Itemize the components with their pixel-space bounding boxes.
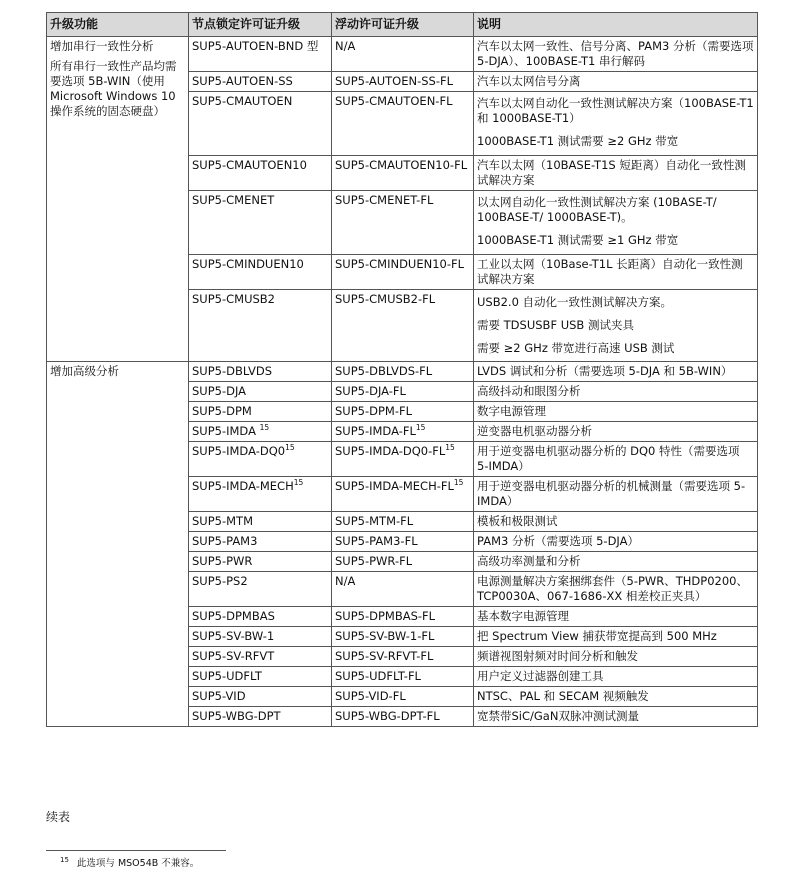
floating-cell: SUP5-UDFLT-FL — [332, 667, 474, 687]
description-cell: 逆变器电机驱动器分析 — [474, 422, 758, 442]
floating-cell: SUP5-AUTOEN-SS-FL — [332, 72, 474, 92]
description-text: 汽车以太网自动化一致性测试解决方案（100BASE-T1 和 1000BASE-T1） — [477, 96, 754, 125]
description-text: 需要 TDSUSBF USB 测试夹具 — [477, 318, 634, 332]
header-description: 说明 — [474, 13, 758, 37]
description-cell: NTSC、PAL 和 SECAM 视频触发 — [474, 687, 758, 707]
node-locked-cell: SUP5-CMAUTOEN — [189, 92, 332, 156]
description-cell: 把 Spectrum View 捕获带宽提高到 500 MHz — [474, 627, 758, 647]
node-locked-cell — [189, 422, 332, 442]
description-text: 工业以太网（10Base-T1L 长距离）自动化一致性测试解决方案 — [477, 257, 743, 286]
node-locked-cell: SUP5-PAM3 — [189, 532, 332, 552]
description-cell: 高级抖动和眼图分析 — [474, 382, 758, 402]
node-text: SUP5-IMDA — [192, 424, 256, 438]
description-text: 汽车以太网（10BASE-T1S 短距离）自动化一致性测试解决方案 — [477, 158, 746, 187]
footnote-ref: 15 — [293, 478, 304, 488]
floating-cell — [332, 422, 474, 442]
floating-cell: SUP5-MTM-FL — [332, 512, 474, 532]
node-locked-cell: SUP5-PWR — [189, 552, 332, 572]
floating-cell: SUP5-CMINDUEN10-FL — [332, 255, 474, 290]
node-locked-cell — [189, 477, 332, 512]
description-cell — [474, 37, 758, 72]
node-locked-cell: SUP5-CMUSB2 — [189, 290, 332, 362]
description-text: USB2.0 自动化一致性测试解决方案。 — [477, 295, 673, 309]
table-header-row — [47, 13, 758, 37]
node-locked-cell: SUP5-DBLVDS — [189, 362, 332, 382]
footnote-ref: 15 — [259, 423, 270, 433]
float-text: SUP5-IMDA-FL — [335, 424, 416, 438]
floating-cell — [332, 442, 474, 477]
floating-cell: SUP5-SV-BW-1-FL — [332, 627, 474, 647]
floating-cell: SUP5-PAM3-FL — [332, 532, 474, 552]
description-text: 需要 ≥2 GHz 带宽进行高速 USB 测试 — [477, 341, 675, 355]
description-cell: 基本数字电源管理 — [474, 607, 758, 627]
floating-cell: SUP5-CMUSB2-FL — [332, 290, 474, 362]
floating-cell: SUP5-CMENET-FL — [332, 191, 474, 255]
footnote-ref: 15 — [453, 478, 464, 488]
float-text: SUP5-IMDA-DQ0-FL — [335, 444, 446, 458]
options-table — [46, 12, 758, 727]
floating-cell: SUP5-WBG-DPT-FL — [332, 707, 474, 727]
description-cell: 数字电源管理 — [474, 402, 758, 422]
node-locked-cell: SUP5-AUTOEN-BND 型 — [189, 37, 332, 72]
continued-label: 续表 — [46, 810, 71, 824]
node-locked-cell: SUP5-CMAUTOEN10 — [189, 156, 332, 191]
description-cell: 高级功率测量和分析 — [474, 552, 758, 572]
feature-cell-advanced: 增加高级分析 — [47, 362, 189, 727]
floating-cell: SUP5-DBLVDS-FL — [332, 362, 474, 382]
node-locked-cell — [189, 442, 332, 477]
floating-cell: N/A — [332, 572, 474, 607]
description-text: 以太网自动化一致性测试解决方案 (10BASE-T/ 100BASE-T/ 1000BASE-T)。 — [477, 195, 717, 224]
floating-cell: SUP5-SV-RFVT-FL — [332, 647, 474, 667]
footnote — [60, 855, 199, 869]
footnote-ref: 15 — [415, 423, 426, 433]
description-cell: LVDS 调试和分析（需要选项 5-DJA 和 5B-WIN） — [474, 362, 758, 382]
floating-cell: SUP5-DPM-FL — [332, 402, 474, 422]
node-locked-cell: SUP5-DPM — [189, 402, 332, 422]
description-cell: 用于逆变器电机驱动器分析的机械测量（需要选项 5-IMDA） — [474, 477, 758, 512]
node-text: SUP5-IMDA-MECH — [192, 479, 294, 493]
description-cell: 用于逆变器电机驱动器分析的 DQ0 特性（需要选项 5-IMDA） — [474, 442, 758, 477]
header-node-locked: 节点锁定许可证升级 — [189, 13, 332, 37]
floating-cell: SUP5-CMAUTOEN-FL — [332, 92, 474, 156]
node-locked-cell: SUP5-DJA — [189, 382, 332, 402]
node-locked-cell: SUP5-VID — [189, 687, 332, 707]
table-row — [47, 362, 758, 382]
description-cell — [474, 156, 758, 191]
feature-cell-serial — [47, 37, 189, 362]
node-text: SUP5-IMDA-DQ0 — [192, 444, 286, 458]
description-cell: 频谱视图射频对时间分析和触发 — [474, 647, 758, 667]
header-floating: 浮动许可证升级 — [332, 13, 474, 37]
node-locked-cell: SUP5-UDFLT — [189, 667, 332, 687]
node-locked-cell: SUP5-MTM — [189, 512, 332, 532]
node-locked-cell: SUP5-DPMBAS — [189, 607, 332, 627]
description-cell — [474, 72, 758, 92]
float-text: SUP5-IMDA-MECH-FL — [335, 479, 454, 493]
floating-cell: SUP5-DJA-FL — [332, 382, 474, 402]
header-feature: 升级功能 — [47, 13, 189, 37]
footnote-text: 此选项与 MSO54B 不兼容。 — [76, 858, 200, 869]
feature-title: 增加串行一致性分析 — [50, 39, 154, 53]
feature-note: 所有串行一致性产品均需要选项 5B-WIN（使用 Microsoft Windows 10 操作系统的固态硬盘） — [50, 59, 177, 118]
table-row — [47, 37, 758, 72]
description-cell: 电源测量解决方案捆绑套件（5-PWR、THDP0200、TCP0030A、067-1686-XX 相差校正夹具） — [474, 572, 758, 607]
description-cell — [474, 255, 758, 290]
floating-cell: N/A — [332, 37, 474, 72]
description-text: 1000BASE-T1 测试需要 ≥1 GHz 带宽 — [477, 233, 679, 247]
floating-cell: SUP5-CMAUTOEN10-FL — [332, 156, 474, 191]
node-locked-cell: SUP5-CMENET — [189, 191, 332, 255]
description-cell: 用户定义过滤器创建工具 — [474, 667, 758, 687]
description-cell: 宽禁带SiC/GaN双脉冲测试测量 — [474, 707, 758, 727]
footnote-ref: 15 — [445, 443, 455, 453]
description-text: 汽车以太网一致性、信号分离、PAM3 分析（需要选项 5-DJA）、100BASE-T1 串行解码 — [477, 39, 754, 68]
description-cell — [474, 92, 758, 156]
description-text: 汽车以太网信号分离 — [477, 74, 581, 88]
footnote-divider — [46, 850, 226, 851]
description-cell — [474, 290, 758, 362]
description-text: 1000BASE-T1 测试需要 ≥2 GHz 带宽 — [477, 134, 679, 148]
node-locked-cell: SUP5-PS2 — [189, 572, 332, 607]
floating-cell: SUP5-DPMBAS-FL — [332, 607, 474, 627]
floating-cell: SUP5-VID-FL — [332, 687, 474, 707]
footnote-number: 15 — [60, 855, 69, 864]
node-locked-cell: SUP5-SV-BW-1 — [189, 627, 332, 647]
node-locked-cell: SUP5-AUTOEN-SS — [189, 72, 332, 92]
node-locked-cell: SUP5-CMINDUEN10 — [189, 255, 332, 290]
description-cell — [474, 191, 758, 255]
floating-cell — [332, 477, 474, 512]
footnote-ref: 15 — [285, 443, 295, 453]
description-cell: 模板和极限测试 — [474, 512, 758, 532]
description-cell: PAM3 分析（需要选项 5-DJA） — [474, 532, 758, 552]
node-locked-cell: SUP5-SV-RFVT — [189, 647, 332, 667]
node-locked-cell: SUP5-WBG-DPT — [189, 707, 332, 727]
floating-cell: SUP5-PWR-FL — [332, 552, 474, 572]
